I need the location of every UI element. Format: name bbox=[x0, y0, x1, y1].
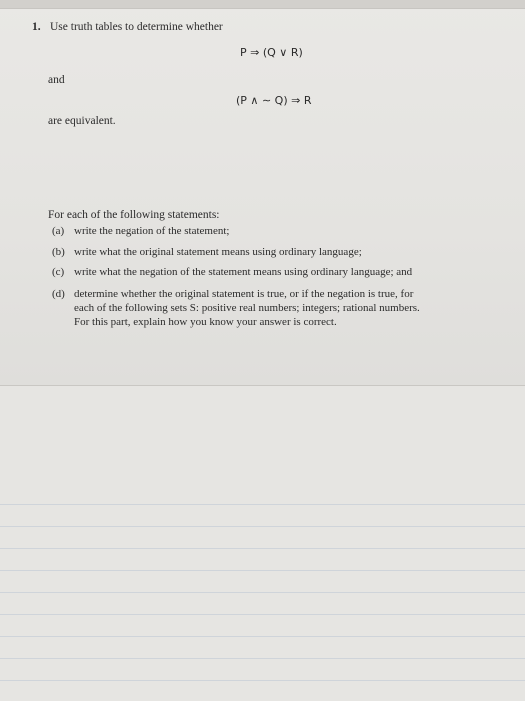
ruled-line bbox=[0, 570, 525, 571]
page-top-edge bbox=[0, 0, 525, 9]
connector-and: and bbox=[48, 74, 65, 86]
question-intro: Use truth tables to determine whether bbox=[50, 21, 223, 33]
item-text: write what the original statement means using ordinary language; bbox=[74, 246, 362, 258]
lined-paper-below bbox=[0, 385, 525, 701]
item-text-line1: determine whether the original statement is true, or if the negation is true, for bbox=[74, 288, 414, 300]
formula-2: (P ∧ ∼ Q) ⇒ R bbox=[236, 94, 312, 107]
ruled-line bbox=[0, 548, 525, 549]
item-label: (a) bbox=[52, 225, 65, 237]
ruled-line bbox=[0, 636, 525, 637]
ruled-line bbox=[0, 592, 525, 593]
item-text: write what the negation of the statement means using ordinary language; and bbox=[74, 266, 413, 278]
item-text-line2: each of the following sets S: positive real numbers; integers; rational numbers. bbox=[74, 302, 420, 314]
ruled-line bbox=[0, 614, 525, 615]
item-label: (b) bbox=[52, 246, 65, 258]
ruled-line bbox=[0, 526, 525, 527]
item-text-line3: For this part, explain how you know your answer is correct. bbox=[74, 316, 337, 328]
question-conclusion: are equivalent. bbox=[48, 115, 116, 127]
question-number: 1. bbox=[32, 21, 41, 33]
ruled-line bbox=[0, 504, 525, 505]
item-text: write the negation of the statement; bbox=[74, 225, 230, 237]
item-label: (c) bbox=[52, 266, 65, 278]
ruled-line bbox=[0, 680, 525, 681]
question2-intro: For each of the following statements: bbox=[48, 209, 220, 221]
ruled-line bbox=[0, 658, 525, 659]
formula-1: P ⇒ (Q ∨ R) bbox=[240, 46, 303, 59]
item-label: (d) bbox=[52, 288, 65, 300]
